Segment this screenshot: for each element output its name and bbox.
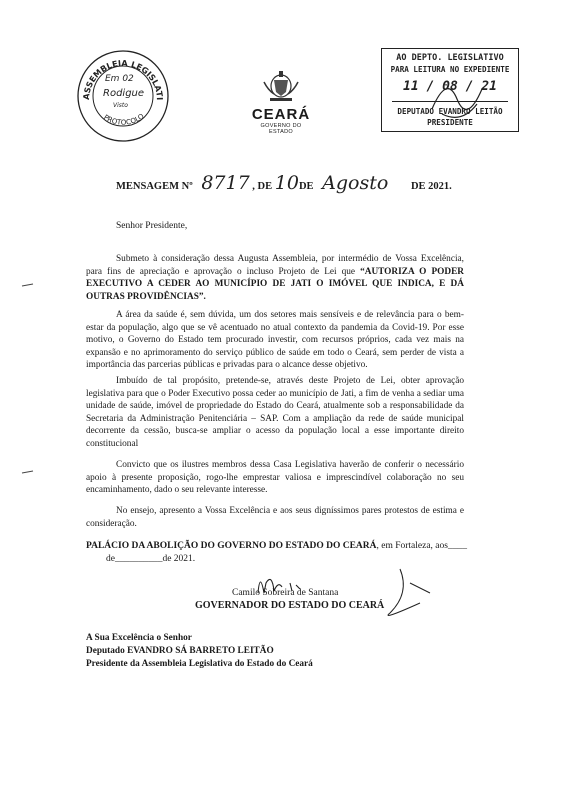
dispatch-date: 11 / 08 / 21	[403, 79, 497, 94]
logo-subtitle: GOVERNO DO ESTADO	[260, 123, 302, 135]
margin-dash-2	[21, 469, 35, 475]
palace-date-line: de__________de 2021.	[106, 554, 196, 564]
message-de-1: , DE	[252, 181, 273, 192]
margin-dash-1	[21, 282, 35, 288]
palace-location: , em Fortaleza, aos____	[376, 541, 467, 551]
paragraph-5: No ensejo, apresento a Vossa Excelência e aos seus digníssimos pares protestos de estima e consideração.	[86, 506, 464, 529]
recipient-line-1: A Sua Excelência o Senhor	[86, 633, 192, 643]
dispatch-stamp	[381, 48, 519, 132]
svg-text:PROTOCOLO	[102, 112, 146, 127]
message-de-2: DE	[298, 181, 314, 192]
stamp-handwriting-1: Em 02	[105, 74, 134, 84]
palace-name: PALÁCIO DA ABOLIÇÃO DO GOVERNO DO ESTADO DO CEARÁ	[86, 541, 377, 551]
stamp-handwriting-2: Rodigue	[103, 88, 145, 99]
message-number-line	[116, 172, 452, 194]
paragraph-3: Imbuído de tal propósito, pretende-se, através deste Projeto de Lei, obter aprovação legislativa para que o Poder Executivo possa ceder ao município de Jati, a fim de venha a sediar uma unidade de saúde, imóvel de propriedade do Estado do Ceará, atualmente sob a responsabilidade da Secretaria da Administração Penitenciária – SAP. Com a ampliação da rede de saúde municipal decorrente da cessão, busca-se ampliar o acesso da população local a esse importante direito constitucional	[86, 376, 464, 449]
paragraph-1	[86, 253, 464, 303]
stamp-ring-text: ASSEMBLEIA LEGISLATI	[80, 57, 166, 101]
message-day: 10	[274, 172, 299, 194]
dispatch-line-4: DEPUTADO EVANDRO LEITÃO	[397, 107, 503, 116]
logo-wordmark: CEARÁ	[251, 106, 311, 123]
message-number: 8717	[201, 172, 250, 194]
message-month: Agosto	[322, 172, 389, 194]
dispatch-line-2: PARA LEITURA NO EXPEDIENTE	[390, 65, 510, 74]
protocol-stamp	[75, 48, 171, 144]
coat-of-arms-icon	[250, 70, 312, 106]
palace-line	[86, 541, 467, 551]
dispatch-line-5: PRESIDENTE	[427, 118, 473, 127]
stamp-bottom-text: PROTOCOLO	[102, 112, 146, 127]
paragraph-1-text: Submeto à consideração dessa Augusta Assembleia, por intermédio de Vossa Excelência, para fins de apreciação e aprovação o incluso Projeto de Lei que	[86, 254, 464, 277]
governor-name: Camilo Sobreira de Santana	[232, 588, 339, 598]
paragraph-1-bill-title: “AUTORIZA O PODER EXECUTIVO A CEDER AO MUNICÍPIO DE JATI O IMÓVEL QUE INDICA, E DÁ OUTRAS PROVIDÊNCIAS”.	[86, 266, 464, 302]
message-year: DE 2021.	[410, 181, 452, 192]
paragraph-4: Convicto que os ilustres membros dessa Casa Legislativa haverão de conferir o necessário apoio à presente proposição, rogo-lhe emprestar valiosa e imprescindível colaboração no seu encaminhamento, dado o seu relevante interesse.	[86, 460, 464, 496]
governor-title: GOVERNADOR DO ESTADO DO CEARÁ	[195, 600, 385, 611]
recipient-line-2: Deputado EVANDRO SÁ BARRETO LEITÃO	[86, 646, 274, 656]
recipient-line-3: Presidente da Assembleia Legislativa do Estado do Ceará	[86, 659, 313, 669]
dispatch-line-1: AO DEPTO. LEGISLATIVO	[396, 53, 504, 63]
stamp-handwriting-3: Visto	[113, 102, 128, 109]
dispatch-signature-scribble	[422, 69, 492, 127]
message-label: MENSAGEM Nº	[116, 181, 193, 192]
paragraph-2: A área da saúde é, sem dúvida, um dos setores mais sensíveis e de relevância para o bem-estar da população, algo que se vê acentuado no atual contexto da pandemia da Covid-19. Por esse motivo, o Governo do Estado tem procurado investir, com recursos próprios, cada vez mais na expansão e no aprimoramento do serviço público de saúde em todo o Ceará, sem perder de vista a importância das parcerias públicas e privadas para o alcance desse objetivo.	[86, 310, 464, 371]
salutation: Senhor Presidente,	[116, 221, 188, 231]
